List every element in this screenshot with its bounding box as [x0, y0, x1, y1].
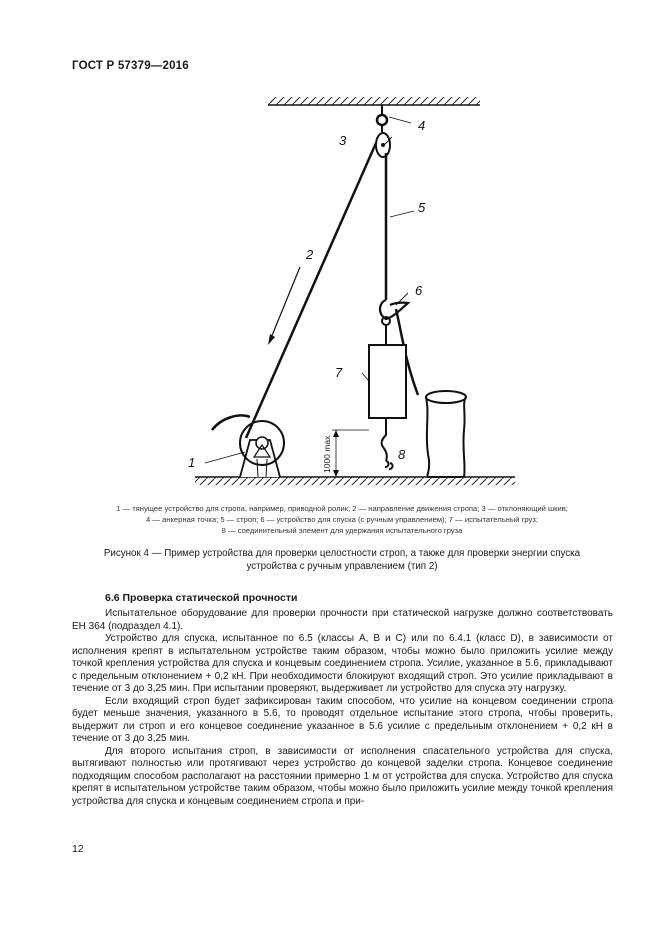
- page-number: 12: [72, 843, 84, 855]
- ceiling: [268, 97, 480, 105]
- height-dimension: [322, 430, 369, 477]
- label-7: 7: [335, 365, 343, 380]
- section-title: 6.6 Проверка статической прочности: [105, 592, 298, 604]
- floor: [195, 477, 515, 485]
- figure-caption: [72, 547, 612, 573]
- dimension-label: 1000 max: [322, 435, 332, 473]
- connector-hook: [382, 418, 393, 469]
- legend-line: 4 — анкерная точка; 5 — строп; 6 — устройство для спуска (с ручным управлением); 7 — испытательный груз;: [146, 515, 538, 524]
- paragraph: Если входящий строп будет зафиксирован таким способом, что усилие на концевом соединении стропа будет меньше значения, указанного в 5.6, то проводят отдельное испытание этого стропа, чтобы проверить, выдержит ли строп и его концевое соединение указанное в 5.6 усилие с предельным отклонением + 0,2 кН в течение от 3 до 3,25 мин.: [72, 695, 613, 744]
- caption-line: устройства с ручным управлением (тип 2): [246, 561, 438, 572]
- drive-roller: [212, 416, 284, 477]
- rope-bag: [426, 391, 466, 477]
- label-1: 1: [188, 455, 196, 470]
- label-2: 2: [306, 247, 314, 262]
- paragraph: Для второго испытания строп, в зависимости от исполнения спасательного устройства для спуска, вытягивают полностью или протягивают через устройство до концевой заделки стропа. Концевое соединение подходящим способом располагают на расстоянии примерно 1 м от устройства для спуска. Устройство для спуска крепят в испытательном устройстве таким образом, чтобы можно было приложить усилие между точкой крепления устройства для спуска и концевым соединением стропа и при-: [72, 745, 613, 807]
- figure-legend: [72, 503, 612, 536]
- test-weight: [369, 345, 406, 418]
- label-8: 8: [398, 447, 406, 462]
- paragraph: Испытательное оборудование для проверки прочности при статической нагрузке должно соответствовать ЕН 364 (подраздел 4.1).: [72, 608, 613, 632]
- deflection-pulley: [376, 133, 390, 157]
- document-header: ГОСТ Р 57379—2016: [72, 60, 189, 72]
- rope-incline: [246, 143, 376, 438]
- figure-diagram: [150, 95, 530, 475]
- caption-line: Рисунок 4 — Пример устройства для проверки целостности строп, а также для проверки энергии спуска: [103, 548, 581, 559]
- test-rig-drawing: [150, 95, 530, 475]
- label-4: 4: [418, 118, 426, 133]
- label-5: 5: [418, 200, 426, 215]
- legend-line: 1 — тянущее устройство для стропа, например, приводной ролик; 2 — направление движения стропа; 3 — отклоняющий шкив;: [116, 504, 568, 513]
- label-3: 3: [339, 133, 347, 148]
- anchor-point: [377, 105, 387, 132]
- direction-arrow: [268, 267, 300, 345]
- legend-line: 8 — соединительный элемент для удержания испытательного груза: [221, 526, 463, 535]
- paragraph: Устройство для спуска, испытанное по 6.5 (классы А, В и С) или по 6.4.1 (класс D), в зависимости от исполнения крепят в испытательном устройстве таким образом, чтобы можно было приложить усилие между точкой крепления устройства для спуска и концевым соединением стропа. Усилие, указанное в 5.6, прикладывают с предельным отклонением + 0,2 кН. При необходимости блокируют входящий строп. Это усилие прикладывают в течение от 3 до 3,25 мин. При испытании проверяют, выдерживает ли устройство для спуска эту нагрузку.: [72, 633, 613, 694]
- section-body: [72, 608, 613, 808]
- label-6: 6: [415, 283, 423, 298]
